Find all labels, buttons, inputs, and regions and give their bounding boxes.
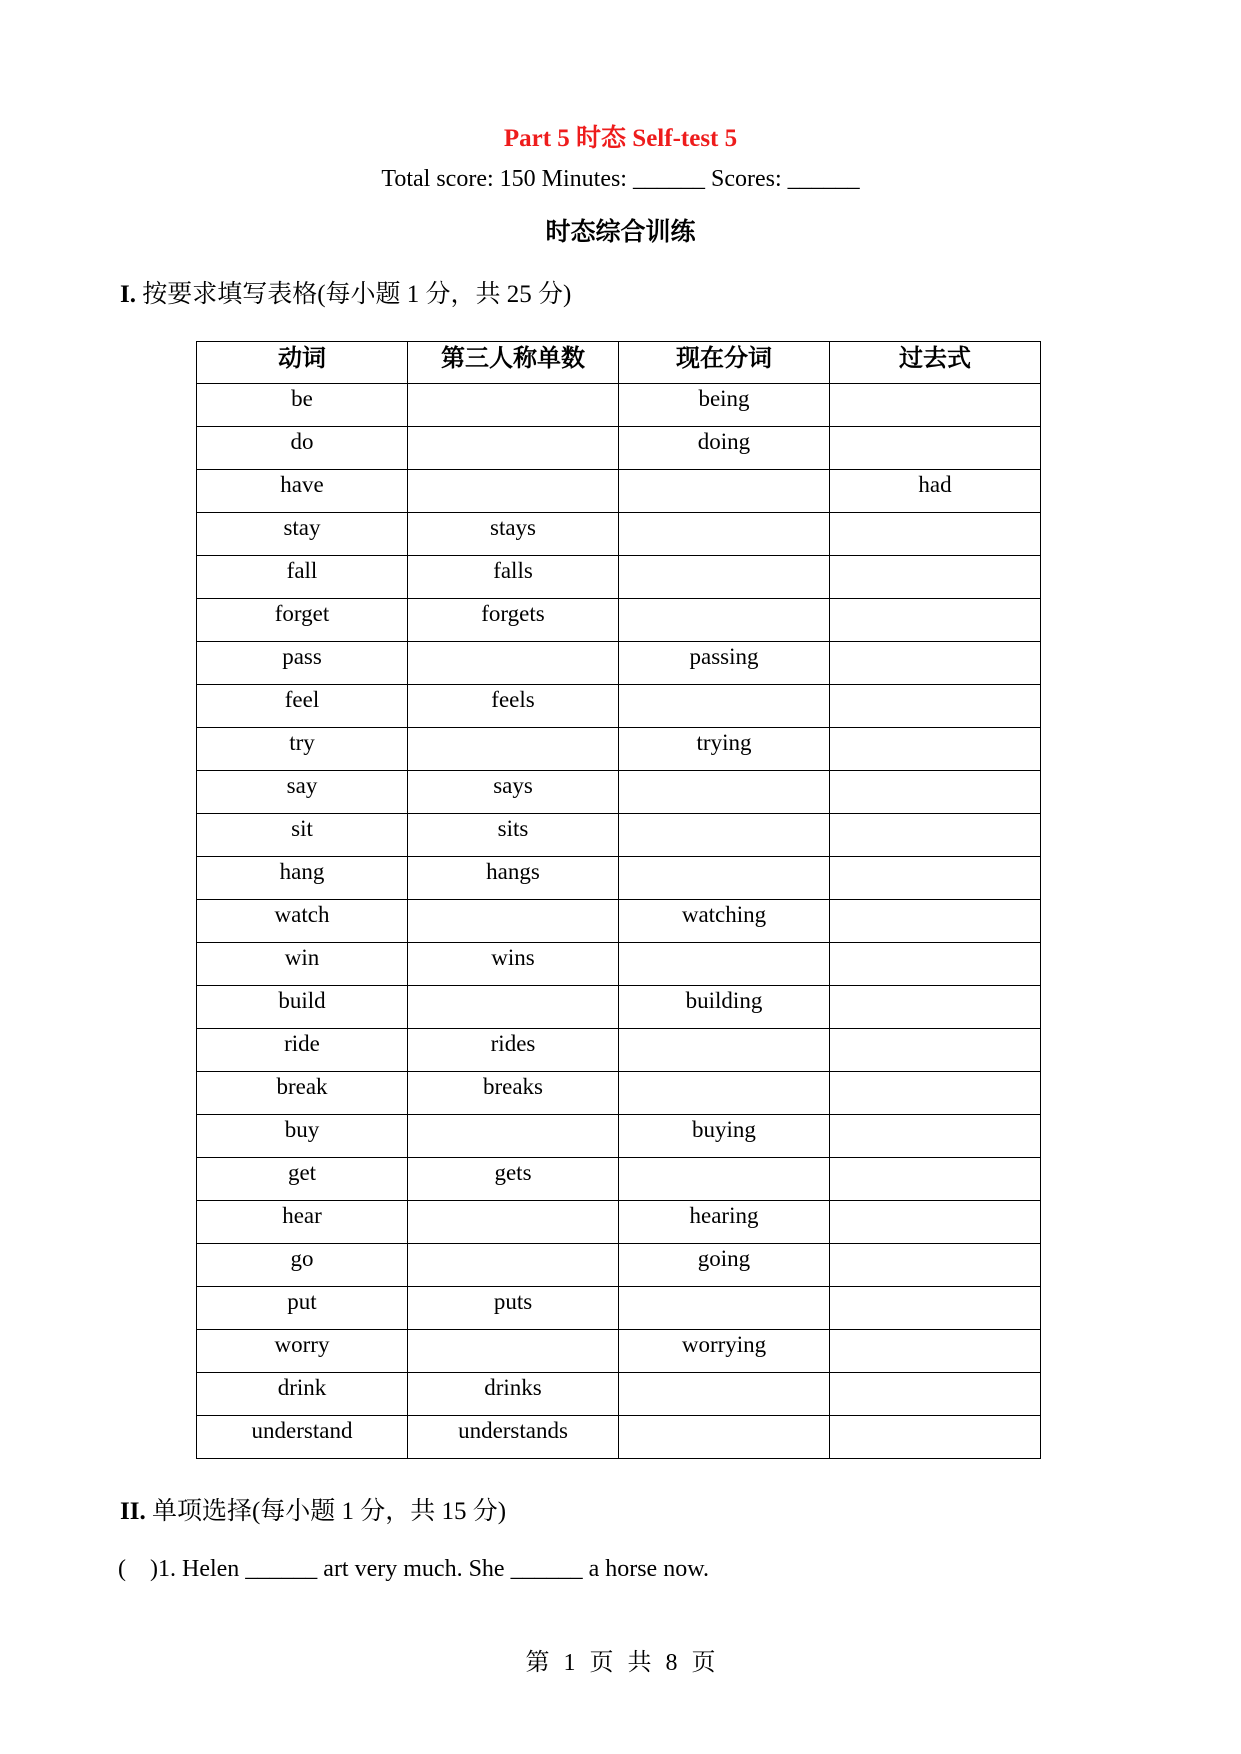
table-cell: say: [197, 771, 408, 814]
table-row: [197, 642, 1041, 685]
page-footer: 第 1 页 共 8 页: [525, 1650, 716, 1676]
table-row: [197, 513, 1041, 556]
table-cell: hearing: [619, 1201, 830, 1244]
header-past-tense: 过去式: [830, 342, 1041, 384]
page-title: Part 5 时态 Self-test 5: [503, 125, 738, 152]
table-cell[interactable]: [830, 943, 1041, 986]
table-cell[interactable]: [619, 1029, 830, 1072]
table-cell: break: [197, 1072, 408, 1115]
table-cell[interactable]: [830, 1158, 1041, 1201]
table-row: [197, 771, 1041, 814]
table-cell[interactable]: [830, 1287, 1041, 1330]
table-cell[interactable]: [830, 1115, 1041, 1158]
table-cell[interactable]: [408, 900, 619, 943]
table-cell[interactable]: [408, 384, 619, 427]
table-cell: buy: [197, 1115, 408, 1158]
table-cell[interactable]: [830, 814, 1041, 857]
table-cell[interactable]: [830, 427, 1041, 470]
table-cell: puts: [408, 1287, 619, 1330]
verb-forms-table: [196, 341, 1041, 1459]
table-cell: says: [408, 771, 619, 814]
table-cell: fall: [197, 556, 408, 599]
table-row: [197, 1115, 1041, 1158]
table-cell[interactable]: [408, 728, 619, 771]
table-row: [197, 1416, 1041, 1459]
table-cell[interactable]: [619, 814, 830, 857]
table-cell: understands: [408, 1416, 619, 1459]
table-cell: worry: [197, 1330, 408, 1373]
table-cell[interactable]: [830, 1416, 1041, 1459]
table-cell[interactable]: [830, 513, 1041, 556]
table-cell[interactable]: [830, 857, 1041, 900]
table-cell[interactable]: [830, 642, 1041, 685]
section-2-heading: [120, 1491, 506, 1527]
section-subtitle: 时态综合训练: [545, 219, 696, 246]
table-cell[interactable]: [830, 986, 1041, 1029]
header-third-person: 第三人称单数: [408, 342, 619, 384]
table-cell: passing: [619, 642, 830, 685]
table-cell: trying: [619, 728, 830, 771]
table-cell[interactable]: [408, 642, 619, 685]
table-cell: stay: [197, 513, 408, 556]
table-cell[interactable]: [619, 943, 830, 986]
table-row: [197, 1373, 1041, 1416]
table-cell: put: [197, 1287, 408, 1330]
table-cell[interactable]: [619, 556, 830, 599]
section-1-heading: [120, 274, 571, 310]
question-1: ( )1. Helen ______ art very much. She ______ a horse now.: [118, 1556, 709, 1582]
table-cell[interactable]: [619, 1373, 830, 1416]
table-cell: have: [197, 470, 408, 513]
table-cell: going: [619, 1244, 830, 1287]
table-cell[interactable]: [830, 556, 1041, 599]
table-cell[interactable]: [619, 1416, 830, 1459]
table-cell: wins: [408, 943, 619, 986]
table-cell[interactable]: [830, 900, 1041, 943]
table-cell: doing: [619, 427, 830, 470]
table-row: [197, 1072, 1041, 1115]
table-row: [197, 814, 1041, 857]
table-row: [197, 728, 1041, 771]
table-cell[interactable]: [408, 1330, 619, 1373]
table-header-row: [197, 342, 1041, 384]
table-row: [197, 857, 1041, 900]
table-cell: worrying: [619, 1330, 830, 1373]
table-cell: drinks: [408, 1373, 619, 1416]
table-cell[interactable]: [830, 728, 1041, 771]
score-line: Total score: 150 Minutes: ______ Scores: ______: [381, 166, 860, 192]
table-cell[interactable]: [830, 1330, 1041, 1373]
table-cell[interactable]: [408, 1115, 619, 1158]
table-cell: feels: [408, 685, 619, 728]
table-cell[interactable]: [830, 384, 1041, 427]
table-cell[interactable]: [408, 1244, 619, 1287]
table-cell[interactable]: [619, 513, 830, 556]
table-cell[interactable]: [830, 1201, 1041, 1244]
table-row: [197, 1201, 1041, 1244]
table-row: [197, 1244, 1041, 1287]
table-cell[interactable]: [619, 1158, 830, 1201]
table-cell[interactable]: [619, 1287, 830, 1330]
table-row: [197, 599, 1041, 642]
table-cell[interactable]: [830, 599, 1041, 642]
table-cell: get: [197, 1158, 408, 1201]
table-cell: watching: [619, 900, 830, 943]
table-cell: buying: [619, 1115, 830, 1158]
table-cell[interactable]: [408, 470, 619, 513]
table-cell[interactable]: [619, 1072, 830, 1115]
table-cell: sits: [408, 814, 619, 857]
table-row: [197, 384, 1041, 427]
table-row: [197, 943, 1041, 986]
section-1-text: 按要求填写表格(每小题 1 分，共 25 分): [142, 281, 572, 308]
table-cell[interactable]: [408, 427, 619, 470]
table-cell: gets: [408, 1158, 619, 1201]
table-cell: do: [197, 427, 408, 470]
table-cell[interactable]: [830, 1072, 1041, 1115]
header-verb: 动词: [197, 342, 408, 384]
table-row: [197, 1158, 1041, 1201]
table-cell: watch: [197, 900, 408, 943]
table-cell[interactable]: [830, 1244, 1041, 1287]
table-cell: breaks: [408, 1072, 619, 1115]
table-cell: forgets: [408, 599, 619, 642]
section-2-number: II.: [120, 1498, 146, 1525]
table-cell[interactable]: [408, 986, 619, 1029]
table-body: [197, 384, 1041, 1459]
table-row: [197, 1287, 1041, 1330]
table-cell: drink: [197, 1373, 408, 1416]
table-cell: try: [197, 728, 408, 771]
table-cell: be: [197, 384, 408, 427]
table-cell: stays: [408, 513, 619, 556]
table-cell[interactable]: [830, 771, 1041, 814]
table-row: [197, 1330, 1041, 1373]
table-cell: feel: [197, 685, 408, 728]
table-cell[interactable]: [619, 685, 830, 728]
table-cell: hang: [197, 857, 408, 900]
header-present-participle: 现在分词: [619, 342, 830, 384]
table-cell: hangs: [408, 857, 619, 900]
table-row: [197, 427, 1041, 470]
table-cell: forget: [197, 599, 408, 642]
table-cell[interactable]: [408, 1201, 619, 1244]
table-cell: being: [619, 384, 830, 427]
table-cell: build: [197, 986, 408, 1029]
table-cell[interactable]: [830, 1373, 1041, 1416]
table-cell: rides: [408, 1029, 619, 1072]
table-row: [197, 986, 1041, 1029]
table-cell[interactable]: [619, 857, 830, 900]
table-row: [197, 1029, 1041, 1072]
table-cell: building: [619, 986, 830, 1029]
table-cell[interactable]: [619, 771, 830, 814]
table-cell: win: [197, 943, 408, 986]
section-1-number: I.: [120, 281, 136, 308]
table-cell: understand: [197, 1416, 408, 1459]
table-cell: had: [830, 470, 1041, 513]
table-row: [197, 470, 1041, 513]
table-cell: pass: [197, 642, 408, 685]
table-cell: hear: [197, 1201, 408, 1244]
table-cell: go: [197, 1244, 408, 1287]
table-row: [197, 685, 1041, 728]
table-cell: falls: [408, 556, 619, 599]
table-row: [197, 556, 1041, 599]
section-2-text: 单项选择(每小题 1 分，共 15 分): [151, 1498, 507, 1525]
table-cell: ride: [197, 1029, 408, 1072]
table-cell[interactable]: [830, 1029, 1041, 1072]
table-cell[interactable]: [619, 599, 830, 642]
table-row: [197, 900, 1041, 943]
table-cell[interactable]: [830, 685, 1041, 728]
table-cell[interactable]: [619, 470, 830, 513]
table-cell: sit: [197, 814, 408, 857]
